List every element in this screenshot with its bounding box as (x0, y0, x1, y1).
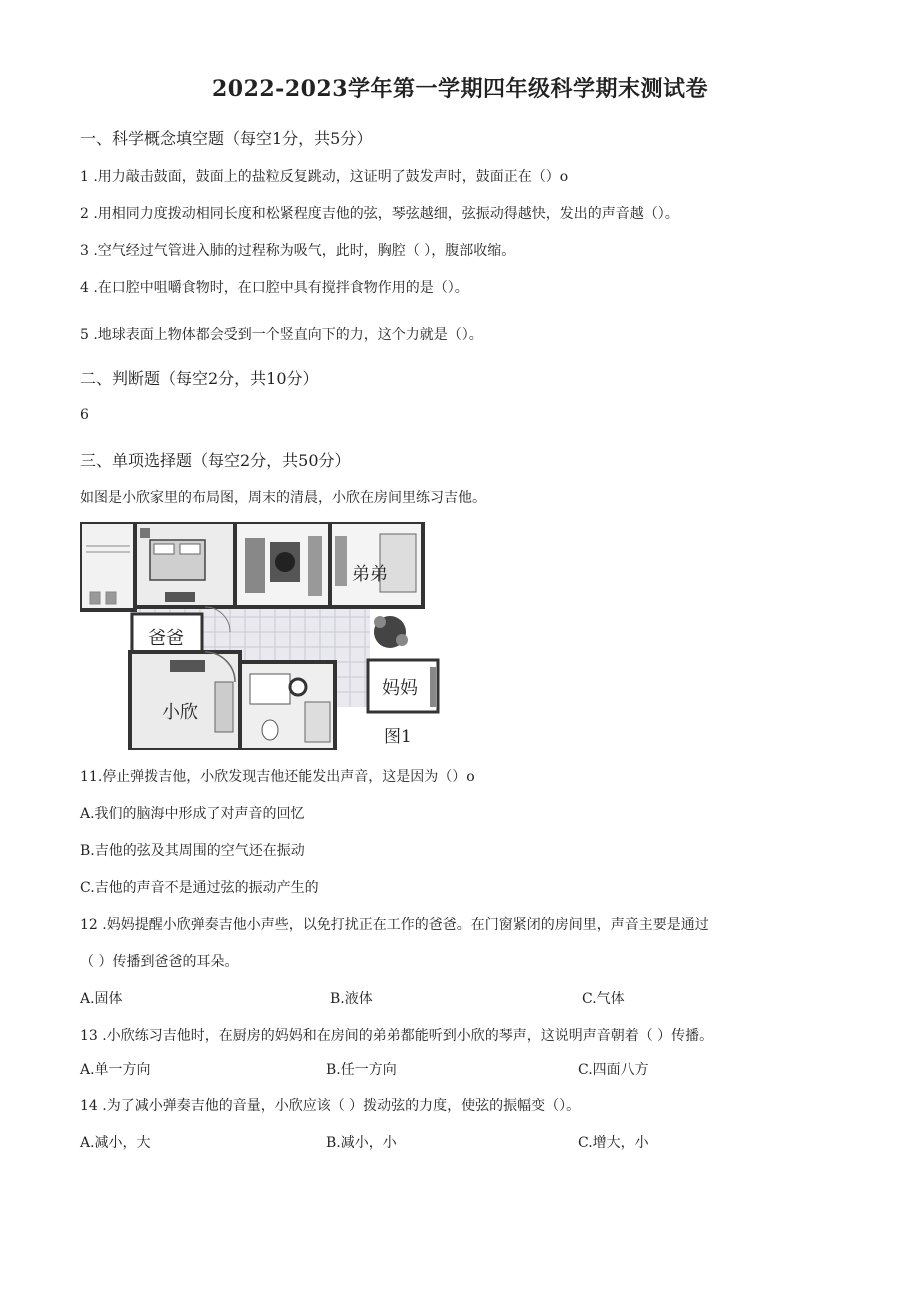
question-14: 14 .为了减小弹奏吉他的音量，小欣应该（ ）拨动弦的力度，使弦的振幅变（）。 (80, 1098, 581, 1114)
room-label-mom: 妈妈 (382, 678, 418, 699)
question-13: 13 .小欣练习吉他时，在厨房的妈妈和在房间的弟弟都能听到小欣的琴声，这说明声音朝着（ ）传播。 (80, 1028, 714, 1044)
question-11: 11.停止弹拨吉他，小欣发现吉他还能发出声音，这是因为（）o (80, 769, 475, 785)
section-3-heading: 三、单项选择题（每空2分，共50分） (80, 451, 351, 470)
question-11-option-b: B.吉他的弦及其周围的空气还在振动 (80, 843, 305, 859)
question-3: 3 .空气经过气管进入肺的过程称为吸气，此时，胸腔（ ），腹部收缩。 (80, 243, 516, 259)
question-13-option-b: B.任一方向 (326, 1062, 397, 1078)
question-4: 4 .在口腔中咀嚼食物时，在口腔中具有搅拌食物作用的是（）。 (80, 280, 469, 296)
question-11-option-a: A.我们的脑海中形成了对声音的回忆 (80, 806, 305, 822)
question-13-option-c: C.四面八方 (578, 1062, 649, 1078)
question-2: 2 .用相同力度拨动相同长度和松紧程度吉他的弦，琴弦越细，弦振动得越快，发出的声音越（）。 (80, 206, 679, 222)
figure-caption: 图1 (384, 727, 412, 747)
question-11-option-c: C.吉他的声音不是通过弦的振动产生的 (80, 880, 319, 896)
question-12-line-1: 12 .妈妈提醒小欣弹奏吉他小声些，以免打扰正在工作的爸爸。在门窗紧闭的房间里，声音主要是通过 (80, 917, 709, 933)
question-13-option-a: A.单一方向 (80, 1062, 151, 1078)
question-12-line-2: （ ）传播到爸爸的耳朵。 (80, 954, 239, 970)
question-12-option-b: B.液体 (330, 991, 373, 1007)
question-1: 1 .用力敲击鼓面，鼓面上的盐粒反复跳动，这证明了鼓发声时，鼓面正在（）o (80, 169, 569, 185)
question-12-option-c: C.气体 (582, 991, 625, 1007)
room-label-brother: 弟弟 (352, 564, 388, 585)
room-label-xiaoxin: 小欣 (162, 702, 198, 723)
question-12-option-a: A.固体 (80, 991, 123, 1007)
floor-plan-figure (80, 522, 440, 750)
section-1-heading: 一、科学概念填空题（每空1分，共5分） (80, 129, 373, 148)
question-14-option-c: C.增大，小 (578, 1135, 649, 1151)
page-title: 2022-2023学年第一学期四年级科学期末测试卷 (211, 76, 709, 102)
section-2-heading: 二、判断题（每空2分，共10分） (80, 369, 319, 388)
question-14-option-a: A.减小，大 (80, 1135, 151, 1151)
section-3-intro: 如图是小欣家里的布局图，周末的清晨，小欣在房间里练习吉他。 (80, 490, 486, 506)
section-2-content: 6 (80, 407, 89, 423)
question-5: 5 .地球表面上物体都会受到一个竖直向下的力，这个力就是（）。 (80, 327, 483, 343)
room-label-dad: 爸爸 (148, 628, 184, 649)
question-14-option-b: B.减小，小 (326, 1135, 397, 1151)
